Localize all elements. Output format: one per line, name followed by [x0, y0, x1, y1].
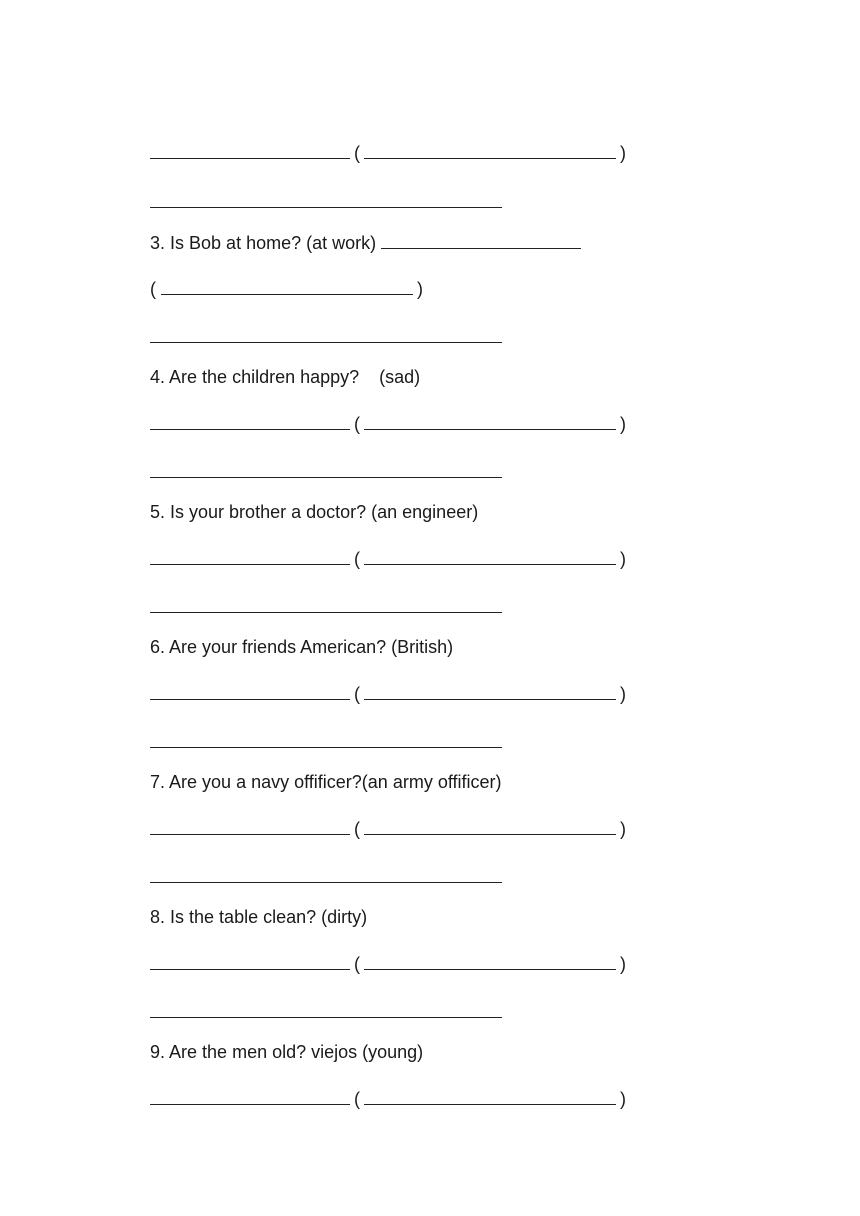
- full-answer-row: [130, 300, 502, 324]
- question-text: 6. Are your friends American? (British): [150, 637, 454, 657]
- answer-row: [130, 657, 630, 704]
- full-answer-row: [130, 165, 502, 189]
- question-text: 5. Is your brother a doctor? (an engineer): [150, 502, 479, 522]
- answer-row: [130, 252, 427, 299]
- open-paren: (: [150, 279, 157, 299]
- close-paren: ): [620, 549, 627, 569]
- short-answer-blank[interactable]: [381, 230, 581, 249]
- answer-row: [130, 1062, 630, 1109]
- correction-blank[interactable]: [364, 951, 616, 970]
- close-paren: ): [620, 414, 627, 434]
- correction-blank[interactable]: [364, 1086, 616, 1105]
- short-answer-blank[interactable]: [150, 411, 350, 430]
- full-answer-row: [130, 840, 502, 864]
- close-paren: ): [620, 819, 627, 839]
- full-answer-row: [130, 570, 502, 594]
- full-answer-row: [130, 975, 502, 999]
- short-answer-blank[interactable]: [150, 951, 350, 970]
- question-4: [130, 341, 421, 387]
- correction-blank[interactable]: [364, 411, 616, 430]
- question-text: 8. Is the table clean? (dirty): [150, 907, 368, 927]
- open-paren: (: [354, 414, 361, 434]
- answer-row: [130, 927, 630, 974]
- open-paren: (: [354, 1089, 361, 1109]
- open-paren: (: [354, 549, 361, 569]
- answer-row: [130, 387, 630, 434]
- question-9: [130, 1016, 424, 1062]
- full-answer-row: [130, 705, 502, 729]
- correction-blank[interactable]: [364, 546, 616, 565]
- question-text: 9. Are the men old? viejos (young): [150, 1042, 424, 1062]
- close-paren: ): [620, 684, 627, 704]
- close-paren: ): [620, 143, 627, 163]
- full-answer-row: [130, 435, 502, 459]
- close-paren: ): [620, 1089, 627, 1109]
- open-paren: (: [354, 143, 361, 163]
- question-3: [130, 206, 581, 253]
- correction-blank[interactable]: [364, 681, 616, 700]
- open-paren: (: [354, 819, 361, 839]
- correction-blank[interactable]: [161, 276, 413, 295]
- short-answer-blank[interactable]: [150, 1086, 350, 1105]
- correction-blank[interactable]: [364, 140, 616, 159]
- answer-row: [130, 522, 630, 569]
- question-5: [130, 476, 479, 522]
- question-6: [130, 611, 454, 657]
- answer-row: [130, 116, 630, 163]
- question-text: 4. Are the children happy? (sad): [150, 367, 421, 387]
- close-paren: ): [417, 279, 424, 299]
- question-8: [130, 881, 368, 927]
- open-paren: (: [354, 684, 361, 704]
- correction-blank[interactable]: [364, 816, 616, 835]
- short-answer-blank[interactable]: [150, 816, 350, 835]
- question-7: [130, 746, 502, 792]
- short-answer-blank[interactable]: [150, 546, 350, 565]
- question-text: 7. Are you a navy offificer?(an army offificer): [150, 772, 502, 792]
- short-answer-blank[interactable]: [150, 140, 350, 159]
- short-answer-blank[interactable]: [150, 681, 350, 700]
- open-paren: (: [354, 954, 361, 974]
- answer-row: [130, 792, 630, 839]
- close-paren: ): [620, 954, 627, 974]
- question-text: 3. Is Bob at home? (at work): [150, 233, 377, 253]
